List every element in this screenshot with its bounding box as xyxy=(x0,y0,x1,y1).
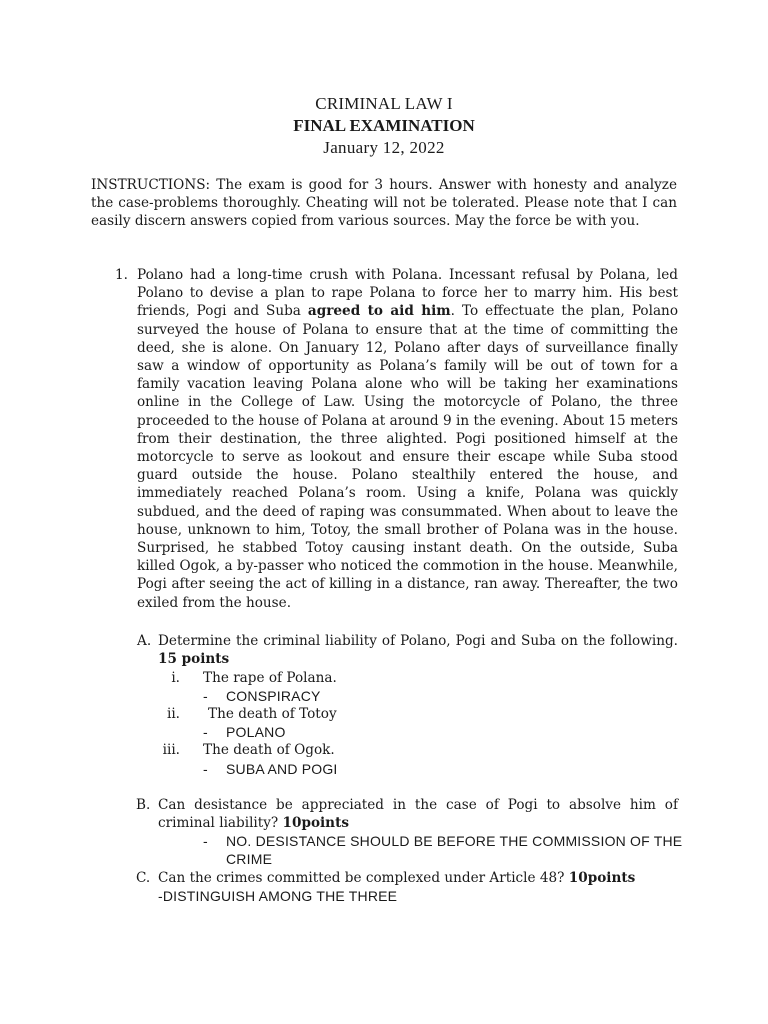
item-i-dash: - xyxy=(203,688,208,704)
item-ii-numeral: ii. xyxy=(166,706,180,722)
subquestion-a-points: 15 points xyxy=(158,651,230,668)
subquestion-b-prompt: Can desistance be appreciated in the case of Pogi to absolve him of criminal liability? xyxy=(158,797,678,832)
subquestion-b-dash: - xyxy=(203,833,208,849)
question-text-part2: . To effectuate the plan, Polano surveyed the house of Polana to ensure that at the time of committing the deed, she is alone. On January 12, Polano after days of surveillance finally saw a window of opportunity as Polana’s family will be out of town for a family vacation leaving Polana alone who will be taking her examinations online in the College of Law. Using the motorcycle of Polano, the three proceeded to the house of Polana at around 9 in the evening. About 15 meters from their destination, the three alighted. Pogi positioned himself at the motorcycle to serve as lookout and ensure their escape while Suba stood guard outside the house. Polano stealthily entered the house, and immediately reached Polana’s room. Using a knife, Polana was quickly subdued, and the deed of raping was consummated. When about to leave the house, unknown to him, Totoy, the small brother of Polana was in the house. Surprised, he stabbed Totoy causing instant death. On the outside, Suba killed Ogok, a by-passer who noticed the commotion in the house. Meanwhile, Pogi after seeing the act of killing in a distance, ran away. Thereafter, the two exiled from the house. xyxy=(137,303,678,611)
item-iii-numeral: iii. xyxy=(162,742,180,758)
question-text xyxy=(137,266,678,612)
item-i-numeral: i. xyxy=(171,670,180,686)
item-i-answer: CONSPIRACY xyxy=(226,688,321,704)
exam-date: January 12, 2022 xyxy=(323,138,445,157)
course-title: CRIMINAL LAW I xyxy=(315,94,453,113)
item-iii-dash: - xyxy=(203,761,208,777)
exam-title: FINAL EXAMINATION xyxy=(293,116,475,135)
question-number: 1. xyxy=(115,267,128,283)
subquestion-c-answer: -DISTINGUISH AMONG THE THREE xyxy=(158,888,398,904)
subquestion-a-text xyxy=(158,632,678,668)
item-iii-answer: SUBA AND POGI xyxy=(226,761,338,777)
item-ii-dash: - xyxy=(203,724,208,740)
question-text-part1: Polano had a long-time crush with Polana. Incessant refusal by Polana, led Polano to devise a plan to rape Polana to force her to marry him. His best friends, Pogi and Suba xyxy=(137,267,678,320)
subquestion-c-text xyxy=(158,869,678,887)
item-i-text: The rape of Polana. xyxy=(203,670,337,686)
item-ii-answer: POLANO xyxy=(226,724,286,740)
item-ii-text: The death of Totoy xyxy=(208,706,337,722)
question-text-bold: agreed to aid him xyxy=(307,303,451,320)
subquestion-c-prompt: Can the crimes committed be complexed under Article 48? xyxy=(158,870,569,886)
subquestion-b-text xyxy=(158,796,678,832)
subquestion-a-prompt: Determine the criminal liability of Polano, Pogi and Suba on the following. xyxy=(158,633,678,649)
subquestion-c-letter: C. xyxy=(136,870,151,886)
subquestion-c-points: 10points xyxy=(568,870,636,886)
instructions-paragraph: INSTRUCTIONS: The exam is good for 3 hours. Answer with honesty and analyze the case-problems thoroughly. Cheating will not be tolerated. Please note that I can easily discern answers copied from various sources. May the force be with you. xyxy=(91,177,677,230)
subquestion-a-letter: A. xyxy=(137,633,152,649)
subquestion-b-points: 10points xyxy=(282,815,349,832)
subquestion-b-answer: NO. DESISTANCE SHOULD BE BEFORE THE COMMISSION OF THE CRIME xyxy=(226,833,683,868)
subquestion-b-letter: B. xyxy=(136,797,151,813)
item-iii-text: The death of Ogok. xyxy=(203,742,335,758)
